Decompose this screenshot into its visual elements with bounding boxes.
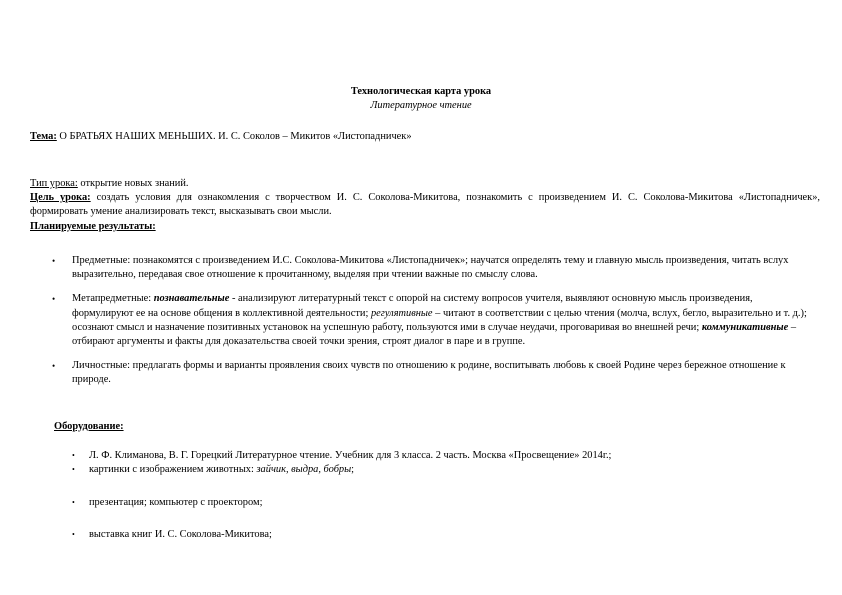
lesson-type-text: открытие новых знаний. [77,178,189,189]
lesson-topic [30,130,810,144]
equipment-pictures-suffix: ; [351,464,355,475]
planned-results-heading [30,220,820,234]
bullet-icon: • [72,530,75,539]
personal-results-text: Личностные: предлагать формы и варианты проявления своих чувств по отношению к родине, воспитывать любовь к своей Родине через бережное отношение к природе. [72,360,786,386]
equipment-pictures-animals: зайчик, выдра, бобры [256,464,352,475]
meta-cognitive-text: - анализируют литературный текст с опорой на систему вопросов учителя, выявляют основную мысль произведения, формулируют ее на основе общения в коллективной деятельности; [72,293,753,319]
list-item [52,254,814,282]
lesson-goal-label: Цель урока: [30,192,91,204]
lesson-type-label: Тип урока: [30,178,78,189]
lesson-goal-text: создать условия для ознакомления с творчеством И. С. Соколова-Микитова, познакомить с произведением И. С. Соколова-Микитова «Листопадничек», формировать умение анализировать текст, высказывать свои мысли. [30,192,820,218]
lesson-goal [30,191,820,219]
equipment-heading: Оборудование: [54,421,124,432]
lesson-type [30,177,820,191]
planned-results-label: Планируемые результаты: [30,220,156,232]
meta-cognitive-label: познавательные [153,293,230,305]
equipment-textbook: Л. Ф. Климанова, В. Г. Горецкий Литературное чтение. Учебник для 3 класса. 2 часть. Москва «Просвещение» 2014г.; [89,450,612,461]
topic-label: Тема: [30,131,57,142]
bullet-icon: • [52,256,56,266]
bullet-icon: • [72,451,75,460]
document-subtitle: Литературное чтение [370,100,472,111]
equipment-pictures [89,463,354,477]
equipment-presentation: презентация; компьютер с проектором; [89,497,263,508]
meta-communicative-text: – отбирают аргументы и факты для доказательства своей точки зрения, строят диалог в паре и в группе. [72,321,797,348]
list-item [52,292,814,349]
bullet-icon: • [72,498,75,507]
list-item [52,359,814,387]
subject-results-text: Предметные: познакомятся с произведением И.С. Соколова-Микитова «Листопадничек»; научатся определять тему и главную мысль произведения, читать вслух выразительно, передавая свое отношение к прочитанному, выделяя при чтении важные по смыслу слова. [72,255,789,281]
meta-results-prefix: Метапредметные: [72,293,154,305]
topic-text: О БРАТЬЯХ НАШИХ МЕНЬШИХ. И. С. Соколов – Микитов «Листопадничек» [56,131,412,142]
results-list [52,254,814,398]
equipment-book-exhibition: выставка книг И. С. Соколова-Микитова; [89,529,272,540]
bullet-icon: • [72,465,75,474]
meta-communicative-label: коммуникативные [701,321,789,333]
meta-regulative-text: – читают в соответствии с целью чтения (молча, вслух, бегло, выразительно и т. д.); осознают смысл и назначение позитивных установок на успешную работу, пользуются ими в случае неудачи, проговаривая во внешней речи; [72,307,807,333]
document-title: Технологическая карта урока [350,86,492,97]
lesson-info-block [30,177,820,234]
meta-regulative-label: регулятивные [370,307,433,319]
bullet-icon: • [52,294,56,305]
bullet-icon: • [52,361,56,372]
equipment-pictures-prefix: картинки с изображением животных: [89,464,257,475]
